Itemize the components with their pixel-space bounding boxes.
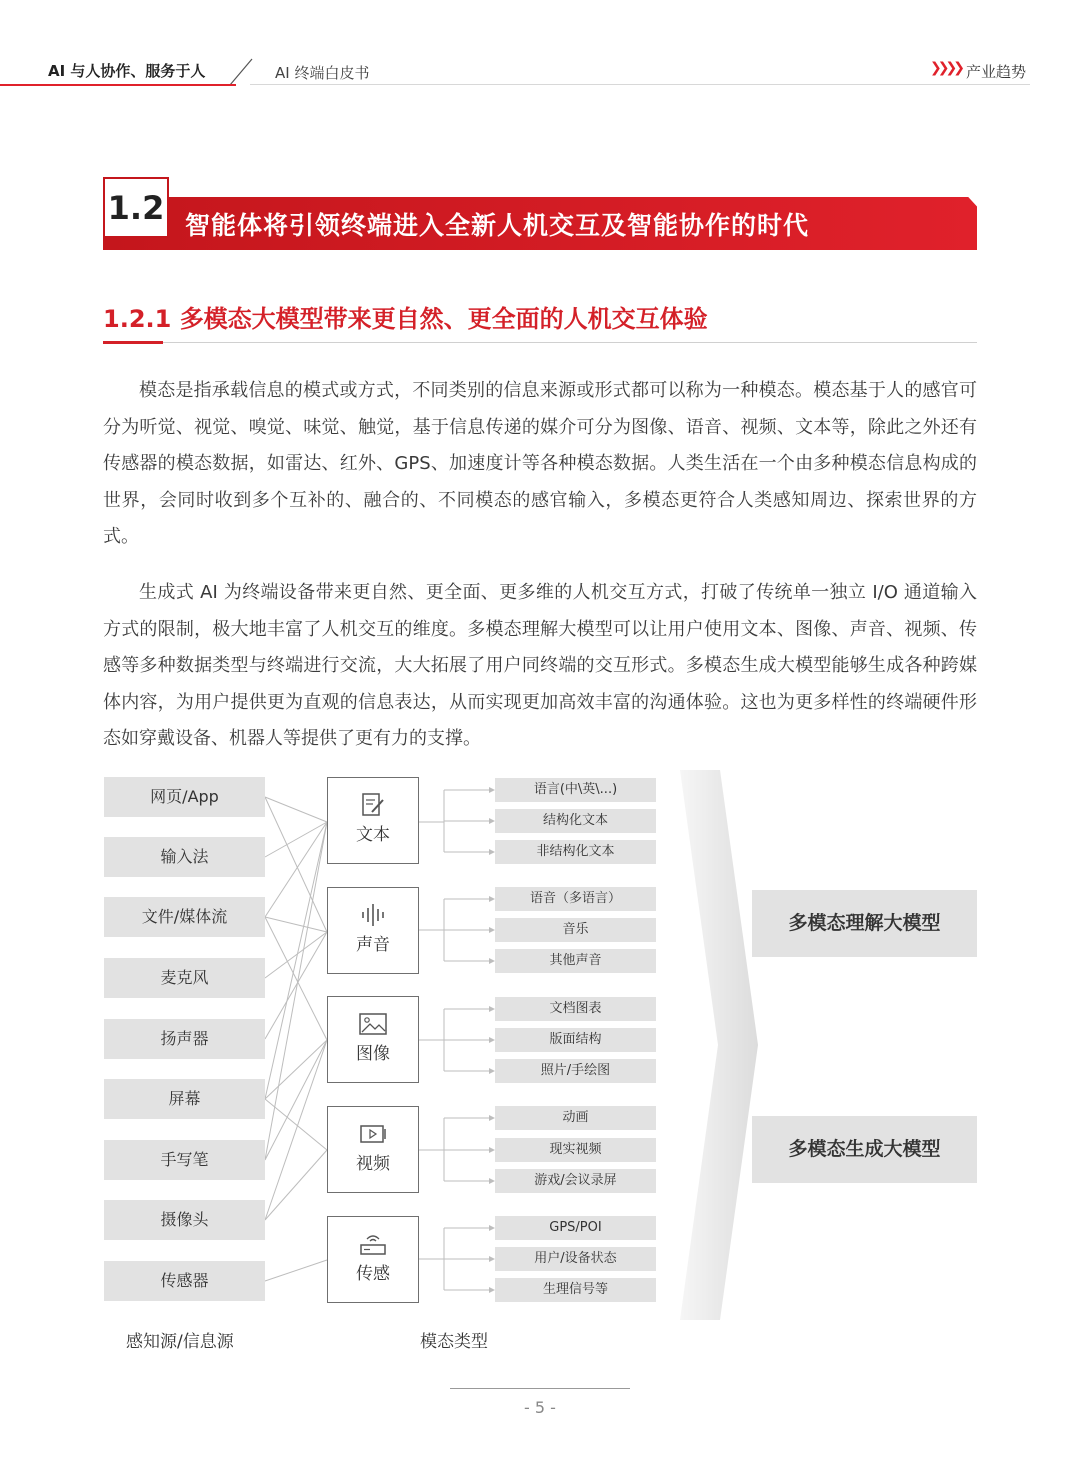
model-generation: 多模态生成大模型 [752,1116,977,1183]
source-item: 传感器 [104,1261,265,1301]
subtype-item: 生理信号等 [495,1278,656,1302]
video-play-icon [358,1121,388,1147]
subtype-item: 用户/设备状态 [495,1247,656,1271]
source-item: 扬声器 [104,1019,265,1059]
modality-label: 图像 [356,1044,390,1064]
header-doc-title: AI 终端白皮书 [275,64,370,82]
caption-sources: 感知源/信息源 [126,1332,234,1352]
source-item: 摄像头 [104,1200,265,1240]
chevrons-icon: ❯❯❯❯ [930,60,961,76]
source-item: 网页/App [104,777,265,817]
sensor-signal-icon [358,1231,388,1257]
modality-label: 视频 [356,1154,390,1174]
model-understanding: 多模态理解大模型 [752,890,977,957]
subtype-item: 游戏/会议录屏 [495,1169,656,1193]
modality-label: 声音 [356,935,390,955]
modality-label: 文本 [356,825,390,845]
subtype-item: 版面结构 [495,1028,656,1052]
caption-modalities: 模态类型 [420,1332,488,1352]
section-title: 智能体将引领终端进入全新人机交互及智能协作的时代 [185,211,810,240]
subtype-item: 结构化文本 [495,809,656,833]
modality-video [327,1106,419,1193]
image-icon [358,1011,388,1037]
footer-rule [450,1388,630,1389]
subtype-item: 现实视频 [495,1138,656,1162]
subsection-title: 1.2.1 多模态大模型带来更自然、更全面的人机交互体验 [103,305,708,333]
paragraph-2: 生成式 AI 为终端设备带来更自然、更全面、更多维的人机交互方式，打破了传统单一独立 I/O 通道输入方式的限制，极大地丰富了人机交互的维度。多模态理解大模型可以让用户使用文本、图像、声音、视频、传感等多种数据类型与终端进行交流，大大拓展了用户同终端的交互形式。多模态生成大模型能够生成各种跨媒体内容，为用户提供更为直观的信息表达，从而实现更加高效丰富的沟通体验。这也为更多样性的终端硬件形态如穿戴设备、机器人等提供了更有力的支撑。 [103,582,977,749]
subtype-item: 照片/手绘图 [495,1059,656,1083]
subtype-item: 动画 [495,1106,656,1130]
paragraph-1: 模态是指承载信息的模式或方式，不同类别的信息来源或形式都可以称为一种模态。模态基于人的感官可分为听觉、视觉、嗅觉、味觉、触觉，基于信息传递的媒介可分为图像、语音、视频、文本等，除此之外还有传感器的模态数据，如雷达、红外、GPS、加速度计等各种模态数据。人类生活在一个由多种模态信息构成的世界，会同时收到多个互补的、融合的、不同模态的感官输入，多模态更符合人类感知周边、探索世界的方式。 [103,380,977,547]
sound-wave-icon [358,902,388,928]
subtype-item: 语言(中\英\...) [495,778,656,802]
source-item: 输入法 [104,837,265,877]
header-chapter: 产业趋势 [966,63,1027,81]
subtype-item: 非结构化文本 [495,840,656,864]
source-item: 文件/媒体流 [104,897,265,937]
page-number: - 5 - [524,1398,556,1417]
source-item: 屏幕 [104,1079,265,1119]
modality-sound [327,887,419,974]
section-number: 1.2 [103,177,169,238]
modality-image [327,996,419,1083]
document-edit-icon [358,792,388,818]
subtype-item: 语音（多语言） [495,887,656,911]
modality-label: 传感 [356,1264,390,1284]
subtype-item: GPS/POI [495,1216,656,1240]
header-series-title: AI 与人协作、服务于人 [48,62,206,80]
source-item: 麦克风 [104,958,265,998]
source-item: 手写笔 [104,1140,265,1180]
modality-text [327,777,419,864]
subtype-item: 文档图表 [495,997,656,1021]
subtype-item: 音乐 [495,918,656,942]
modality-sensor [327,1216,419,1303]
subtype-item: 其他声音 [495,949,656,973]
